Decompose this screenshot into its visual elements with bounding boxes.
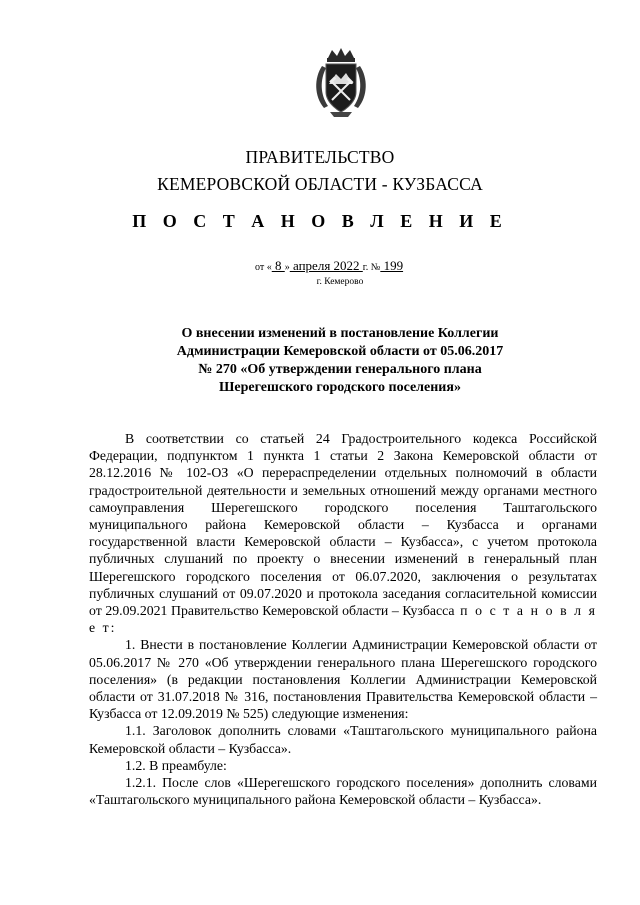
paragraph-item-1-2: 1.2. В преамбуле: [125,757,227,773]
date-month-year: апреля 2022 [289,258,363,273]
document-type-heading: П О С Т А Н О В Л Е Н И Е [132,211,508,231]
coat-of-arms-icon [312,48,370,118]
city-label: г. Кемерово [316,277,364,287]
paragraph-item-1: 1. Внести в постановление Коллегии Администрации Кемеровской области от 05.06.2017 № 270 «Об утверждении генерального плана Шерегешского городского поселения» (в редакции постановления Коллегии Администрации Кемеровской области от 31.07.2018 № 316, постановления Правительства Кемеровской области – Кузбасса от 12.09.2019 № 525) следующие изменения: [89,637,597,722]
paragraph-item-1-2-1: 1.2.1. После слов «Шерегешского городского поселения» дополнить словами «Таштагольского муниципального района Кемеровской области – Кузбасса». [89,775,597,808]
document-number: 199 [380,258,404,273]
title-line: О внесении изменений в постановление Коллегии [181,326,499,341]
government-name-line2: КЕМЕРОВСКОЙ ОБЛАСТИ - КУЗБАССА [157,174,483,194]
date-prefix: от « [255,262,272,273]
document-title [120,325,560,397]
paragraph-item-1-1: 1.1. Заголовок дополнить словами «Таштагольского муниципального района Кемеровской области – Кузбасса». [89,723,597,756]
paragraph-preamble [89,430,597,636]
preamble-text: В соответствии со статьей 24 Градостроительного кодекса Российской Федерации, подпунктом 1 пункта 1 статьи 2 Закона Кемеровской области от 28.12.2016 № 102-ОЗ «О перераспределении отдельных полномочий в области градостроительной деятельности и земельных отношений между органами местного самоуправления Шерегешского городского поселения Таштагольского муниципального района Кемеровской области – Кузбасса и органами государственной власти Кемеровской области – Кузбасса», с учетом протокола публичных слушаний по проекту о внесении изменений в генеральный план Шерегешского городского поселения от 06.07.2020, заключения о результатах публичных слушаний от 09.07.2020 и протокола заседания согласительной комиссии от 29.09.2021 Правительство Кемеровской области – Кузбасса [89,431,597,619]
document-body [89,430,597,808]
date-number-line [255,258,403,274]
title-line: Администрации Кемеровской области от 05.06.2017 [176,344,504,359]
title-line: № 270 «Об утверждении генерального плана [198,362,482,377]
date-suffix: г. № [362,262,381,273]
resolves-text: п о с т а н о в л я е т: [89,603,597,636]
title-line: Шерегешского городского поселения» [219,380,461,395]
government-name-line1: ПРАВИТЕЛЬСТВО [245,147,395,167]
date-day: 8 [271,258,285,273]
date-mid: » [284,262,290,273]
